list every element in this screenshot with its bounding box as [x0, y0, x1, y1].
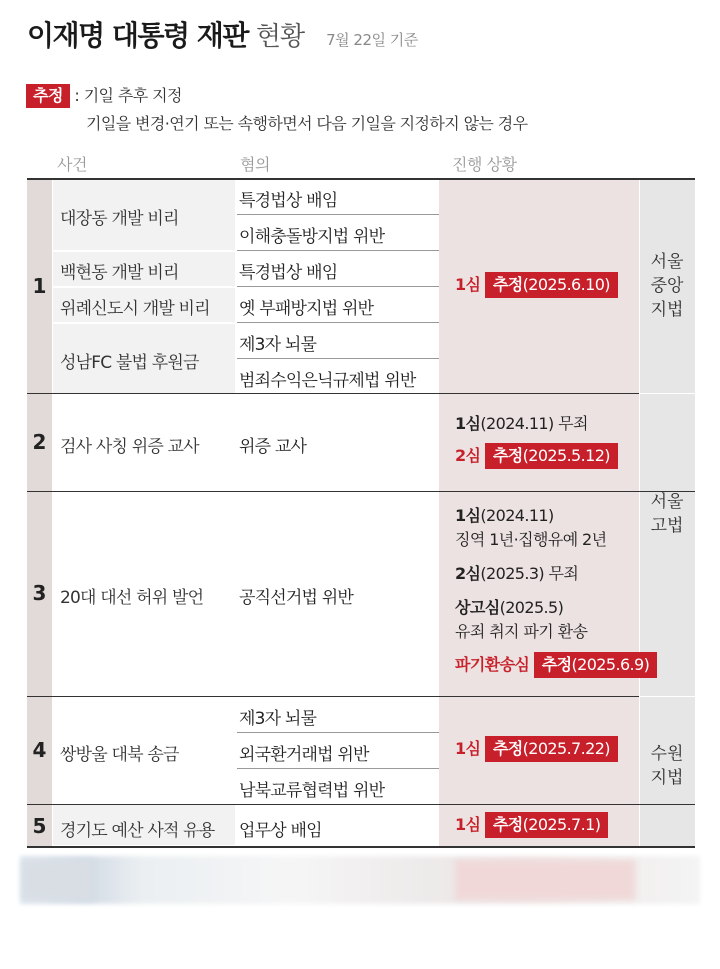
- charge-name: 제3자 뇌물: [239, 335, 317, 355]
- trial-stage: 2심: [455, 446, 481, 465]
- postponed-badge: [485, 812, 608, 838]
- postponed-badge: [485, 443, 618, 469]
- charge-divider: [237, 214, 439, 215]
- badge-tag: 추정: [492, 446, 523, 465]
- badge-tag: 추정: [541, 655, 572, 674]
- badge-date: (2025.7.1): [522, 815, 601, 834]
- case-name: 검사 사칭 위증 교사: [60, 437, 199, 457]
- trial-result: 무죄: [553, 414, 588, 433]
- charge-name: 업무상 배임: [239, 821, 322, 841]
- column-separator: [52, 178, 53, 848]
- badge-tag: 추정: [492, 739, 523, 758]
- case-divider: [52, 286, 235, 288]
- blurred-logo: [22, 860, 92, 900]
- case-name: 대장동 개발 비리: [60, 209, 179, 229]
- trial-stage: 1심: [455, 815, 481, 834]
- trial-detail: 유죄 취지 파기 환송: [455, 622, 588, 641]
- case-divider: [52, 250, 235, 252]
- row-rule: [27, 846, 695, 848]
- date-note: 7월 22일 기준: [326, 31, 418, 49]
- charge-name: 제3자 뇌물: [239, 709, 317, 729]
- legend-definition: : 기일 추후 지정: [74, 86, 182, 105]
- badge-date: (2025.6.9): [571, 655, 650, 674]
- trial-table: [27, 178, 695, 848]
- charge-divider: [237, 732, 439, 733]
- court-line: 중앙: [650, 276, 684, 296]
- progress-status: [455, 812, 608, 838]
- column-header-charge: 혐의: [240, 155, 270, 174]
- court-line: 수원: [650, 744, 684, 764]
- case-name: 성남FC 불법 후원금: [60, 353, 199, 373]
- court-name-seoul-high: [639, 490, 695, 538]
- row-rule: [27, 804, 695, 805]
- trial-detail: 징역 1년·집행유예 2년: [455, 530, 607, 549]
- case-name: 쌍방울 대북 송금: [60, 745, 179, 765]
- badge-tag: 추정: [492, 815, 523, 834]
- trial-date: (2024.11): [480, 506, 554, 525]
- charge-divider: [237, 768, 439, 769]
- charge-divider: [237, 286, 439, 287]
- trial-date: (2025.5): [499, 598, 564, 617]
- court-line: 지법: [650, 768, 684, 788]
- court-line: 지법: [650, 300, 684, 320]
- progress-status: [455, 443, 618, 469]
- charge-name: 외국환거래법 위반: [239, 745, 369, 765]
- case-divider: [52, 322, 235, 324]
- charge-name: 특경법상 배임: [239, 263, 338, 283]
- row-number: 5: [32, 814, 47, 838]
- charge-name: 이해충돌방지법 위반: [239, 227, 385, 247]
- row-rule: [27, 696, 695, 697]
- badge-date: (2025.6.10): [522, 275, 610, 294]
- page-title: 이재명 대통령 재판: [27, 19, 248, 52]
- court-name-seoul-central: [639, 250, 695, 322]
- trial-result: 무죄: [544, 564, 579, 583]
- court-line: 고법: [650, 516, 684, 536]
- page-subtitle: 현황: [255, 22, 305, 52]
- case-name: 20대 대선 허위 발언: [60, 588, 204, 608]
- badge-date: (2025.7.22): [522, 739, 610, 758]
- court-divider: [639, 696, 695, 697]
- progress-status: [455, 272, 618, 298]
- charge-name: 범죄수익은닉규제법 위반: [239, 371, 416, 391]
- charge-name: 공직선거법 위반: [239, 588, 353, 608]
- trial-date: (2025.3): [480, 564, 545, 583]
- row-number: 3: [32, 581, 47, 605]
- charge-name: 특경법상 배임: [239, 191, 338, 211]
- trial-stage: 1심: [455, 739, 481, 758]
- trial-stage: 1심: [455, 275, 481, 294]
- row-rule: [27, 491, 695, 492]
- case-name: 경기도 예산 사적 유용: [60, 821, 215, 841]
- column-header-progress: 진행 상황: [452, 155, 517, 174]
- legend-tag: 추정: [26, 84, 70, 108]
- court-divider: [639, 393, 695, 394]
- court-line: 서울: [650, 492, 684, 512]
- row-number: 4: [32, 738, 47, 762]
- column-separator: [235, 178, 236, 393]
- charge-name: 남북교류협력법 위반: [239, 781, 385, 801]
- progress-status: [455, 504, 554, 528]
- postponed-badge: [534, 652, 657, 678]
- progress-status: [455, 562, 578, 586]
- trial-stage: 1심: [455, 506, 481, 525]
- charge-divider: [237, 358, 439, 359]
- legend-line-1: [26, 82, 528, 110]
- charge-name: 위증 교사: [239, 437, 307, 457]
- legend-line-2: 기일을 변경·연기 또는 속행하면서 다음 기일을 지정하지 않는 경우: [86, 114, 528, 133]
- trial-stage: 상고심: [455, 598, 500, 617]
- case-name: 위례신도시 개발 비리: [60, 299, 210, 319]
- row-number: 2: [32, 430, 47, 454]
- charge-divider: [237, 322, 439, 323]
- trial-date: (2024.11): [480, 414, 554, 433]
- charge-name: 옛 부패방지법 위반: [239, 299, 374, 319]
- charge-divider: [237, 250, 439, 251]
- court-name-suwon: [639, 742, 695, 790]
- page-header: [27, 14, 418, 64]
- postponed-badge: [485, 736, 618, 762]
- trial-stage: 2심: [455, 564, 481, 583]
- case-name: 백현동 개발 비리: [60, 263, 179, 283]
- progress-status: [455, 412, 588, 436]
- badge-date: (2025.5.12): [522, 446, 610, 465]
- postponed-badge: [485, 272, 618, 298]
- row-rule: [27, 178, 695, 180]
- progress-status: [455, 596, 563, 620]
- row-rule: [27, 393, 695, 394]
- trial-stage: 파기환송심: [455, 655, 530, 674]
- trial-stage: 1심: [455, 414, 481, 433]
- legend: [26, 82, 528, 138]
- progress-status: [455, 652, 657, 678]
- blurred-region: [455, 860, 635, 900]
- court-line: 서울: [650, 252, 684, 272]
- column-header-case: 사건: [57, 155, 87, 174]
- row-number: 1: [32, 274, 47, 298]
- badge-tag: 추정: [492, 275, 523, 294]
- progress-status: [455, 736, 618, 762]
